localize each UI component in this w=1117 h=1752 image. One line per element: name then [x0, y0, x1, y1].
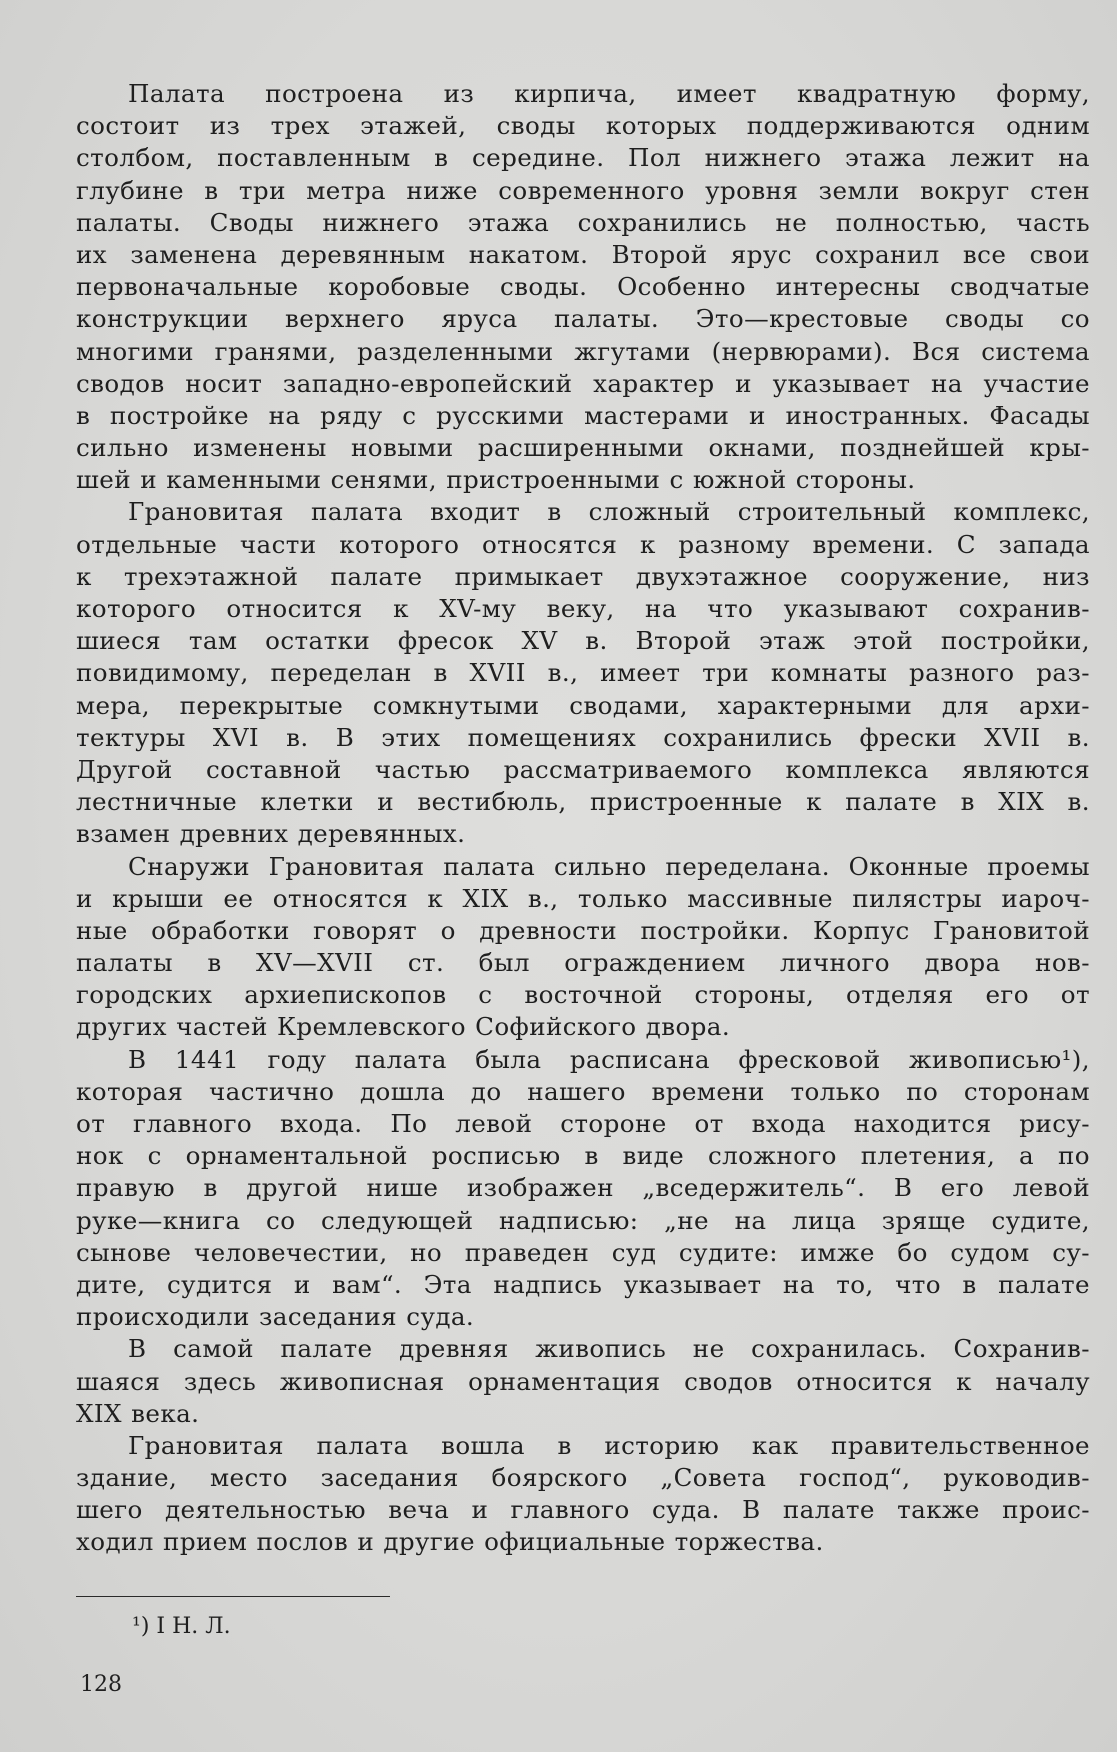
text-line: Грановитая палата входит в сложный строительный комплекс,	[128, 497, 1090, 527]
text-line: ходил прием послов и другие официальные торжества.	[76, 1527, 824, 1557]
text-line: сынове человечестии, но праведен суд судите: имже бо судом су-	[76, 1237, 1090, 1267]
text-line: сводов носит западно-европейский характер и указывает на участие	[76, 368, 1090, 398]
text-line: Палата построена из кирпича, имеет квадратную форму,	[128, 79, 1090, 108]
text-line: других частей Кремлевского Софийского двора.	[76, 1012, 731, 1042]
text-line: столбом, поставленным в середине. Пол нижнего этажа лежит на	[76, 143, 1090, 173]
text-line: шаяся здесь живописная орнаментация сводов относится к началу	[76, 1366, 1090, 1396]
text-line: Другой составной частью рассматриваемого комплекса являются	[76, 754, 1090, 784]
text-line: шего деятельностью веча и главного суда. В палате также проис-	[76, 1495, 1090, 1525]
text-line: В самой палате древняя живопись не сохранилась. Сохранив-	[128, 1334, 1090, 1364]
text-line: Грановитая палата вошла в историю как правительственное	[128, 1430, 1090, 1460]
text-line: глубине в три метра ниже современного уровня земли вокруг стен	[76, 175, 1090, 205]
text-line: шиеся там остатки фресок XV в. Второй этаж этой постройки,	[76, 626, 1090, 656]
text-line: ные обработки говорят о древности постройки. Корпус Грановитой	[76, 915, 1090, 945]
main-text	[76, 78, 1090, 1559]
text-line: и крыши ее относятся к XIX в., только массивные пилястры иароч-	[76, 883, 1090, 913]
text-line: их заменена деревянным накатом. Второй ярус сохранил все свои	[76, 239, 1090, 269]
text-line: палаты в XV—XVII ст. был ограждением личного двора нов-	[76, 948, 1090, 978]
text-line: конструкции верхнего яруса палаты. Это—крестовые своды со	[76, 304, 1090, 334]
text-line: которая частично дошла до нашего времени только по сторонам	[76, 1076, 1090, 1106]
text-line: нок с орнаментальной росписью в виде сложного плетения, а по	[76, 1141, 1090, 1171]
text-line: городских архиепископов с восточной стороны, отделяя его от	[76, 980, 1090, 1010]
footnote-divider	[76, 1596, 390, 1597]
text-line: которого относится к XV-му веку, на что указывают сохранив-	[76, 594, 1090, 623]
text-line: состоит из трех этажей, своды которых поддерживаются одним	[76, 111, 1090, 141]
text-line: палаты. Своды нижнего этажа сохранились не полностью, часть	[76, 207, 1090, 237]
text-line: мера, перекрытые сомкнутыми сводами, характерными для архи-	[76, 690, 1090, 720]
text-line: XIX века.	[76, 1398, 200, 1428]
text-line: тектуры XVI в. В этих помещениях сохранились фрески XVII в.	[76, 722, 1090, 752]
text-line: происходили заседания суда.	[76, 1302, 475, 1332]
text-line: правую в другой нише изображен „вседержитель“. В его левой	[76, 1173, 1090, 1203]
text-line: руке—книга со следующей надписью: „не на лица зряще судите,	[76, 1205, 1090, 1235]
text-line: от главного входа. По левой стороне от входа находится рису-	[76, 1109, 1090, 1138]
footnote: ¹) I Н. Л.	[132, 1614, 231, 1639]
text-line: повидимому, переделан в XVII в., имеет три комнаты разного раз-	[76, 658, 1090, 688]
text-line: В 1441 году палата была расписана фресковой живописью¹),	[128, 1044, 1090, 1074]
text-line: отдельные части которого относятся к разному времени. С запада	[76, 529, 1090, 559]
text-line: сильно изменены новыми расширенными окнами, позднейшей кры-	[76, 433, 1090, 463]
text-line: лестничные клетки и вестибюль, пристроенные к палате в XIX в.	[76, 787, 1090, 817]
text-line: дите, судится и вам“. Эта надпись указывает на то, что в палате	[76, 1269, 1090, 1299]
text-line: к трехэтажной палате примыкает двухэтажное сооружение, низ	[76, 561, 1090, 591]
text-line: шей и каменными сенями, пристроенными с южной стороны.	[76, 465, 916, 495]
text-line: многими гранями, разделенными жгутами (нервюрами). Вся система	[76, 336, 1090, 366]
text-line: взамен древних деревянных.	[76, 819, 466, 849]
text-line: Снаружи Грановитая палата сильно переделана. Оконные проемы	[128, 851, 1090, 881]
page-number: 128	[80, 1672, 122, 1697]
text-line: здание, место заседания боярского „Совета господ“, руководив-	[76, 1463, 1090, 1493]
text-line: в постройке на ряду с русскими мастерами и иностранных. Фасады	[76, 400, 1090, 430]
text-line: первоначальные коробовые своды. Особенно интересны сводчатые	[76, 272, 1090, 302]
